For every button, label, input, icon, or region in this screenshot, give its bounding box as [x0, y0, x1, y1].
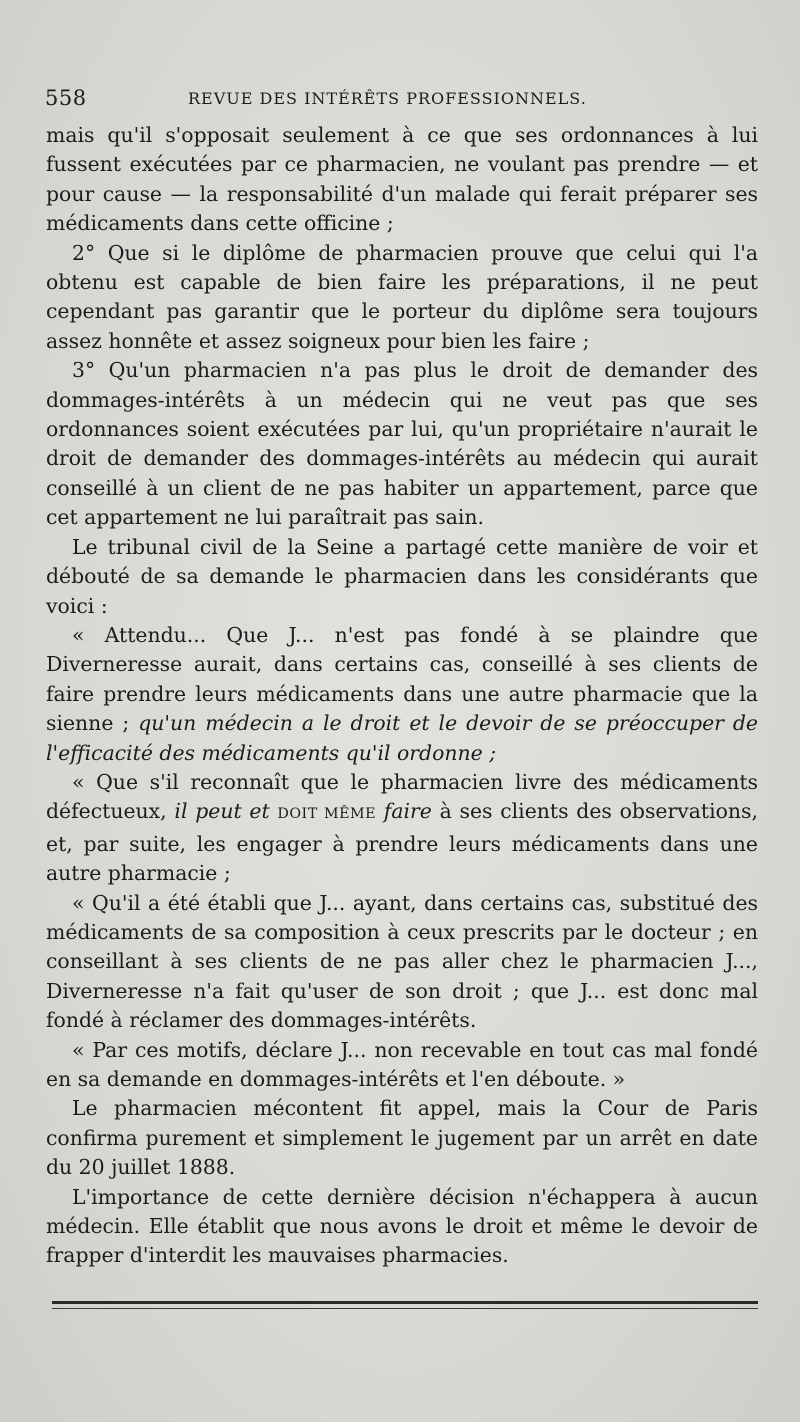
paragraph-tribunal: Le tribunal civil de la Seine a partagé cette manière de voir et débouté de sa demande le pharmacien dans les considérants que voici : [46, 534, 758, 618]
que-s-il-smallcaps: DOIT MÊME [277, 806, 377, 823]
running-title: REVUE DES INTÉRÊTS PROFESSIONNELS. [188, 89, 587, 108]
que-s-il-after: à ses clients des observations, et, par suite, les engager à prendre leurs médicaments dans une autre pharmacie ; [46, 799, 758, 886]
page-header [45, 86, 757, 116]
paragraph-appel: Le pharmacien mécontent fit appel, mais la Cour de Paris confirma purement et simplement le jugement par un arrêt en date du 20 juillet 1888. [46, 1096, 758, 1180]
paragraph-point-3: 3° Qu'un pharmacien n'a pas plus le droit de demander des dommages-intérêts à un médecin qui ne veut pas que ses ordonnances soient exécutées par lui, qu'un propriétaire n'aurait le droit de demander des dommages-intérêts au médecin qui aurait conseillé à un client de ne pas habiter un appartement, parce que cet appartement ne lui paraîtrait pas sain. [46, 358, 758, 530]
attendu-italic: qu'un médecin a le droit et le devoir de se préoccuper de l'efficacité des médicaments qu'il ordonne ; [46, 711, 758, 765]
closing-rule-thick [52, 1301, 758, 1304]
que-s-il-italic-2: faire [383, 799, 432, 824]
attendu-text: « Attendu... Que J... n'est pas fondé à se plaindre que Diverneresse aurait, dans certains cas, conseillé à ses clients de faire prendre leurs médicaments dans une autre pharmacie que la sienne ; [46, 622, 758, 736]
body-text [46, 121, 758, 1271]
que-s-il-text: « Que s'il reconnaît que le pharmacien livre des médicaments défectueux, [46, 769, 758, 824]
paragraph-que-s-il [46, 768, 758, 889]
que-s-il-italic-1: il peut et [174, 799, 270, 824]
paragraph-point-2: 2° Que si le diplôme de pharmacien prouve que celui qui l'a obtenu est capable de bien faire les préparations, il ne peut cependant pas garantir que le porteur du diplôme sera toujours assez honnête et assez soigneux pour bien les faire ; [46, 240, 758, 353]
paragraph-qu-il: « Qu'il a été établi que J... ayant, dans certains cas, substitué des médicaments de sa composition à ceux prescrits par le docteur ; en conseillant à ses clients de ne pas aller chez le pharmacien J..., Diverneresse n'a fait qu'user de son droit ; que J... est donc mal fondé à réclamer des dommages-intérêts. [46, 890, 758, 1033]
closing-rule-thin [52, 1308, 758, 1309]
page-number: 558 [45, 86, 87, 110]
paragraph-continuation: mais qu'il s'opposait seulement à ce que ses ordonnances à lui fussent exécutées par ce pharmacien, ne voulant pas prendre — et pour cause — la responsabilité d'un malade qui ferait préparer ses médicaments dans cette officine ; [46, 123, 758, 236]
paragraph-par-ces-motifs: « Par ces motifs, déclare J... non recevable en tout cas mal fondé en sa demande en dommages-intérêts et l'en déboute. » [46, 1037, 758, 1091]
paragraph-attendu [46, 621, 758, 768]
paragraph-importance: L'importance de cette dernière décision n'échappera à aucun médecin. Elle établit que nous avons le droit et même le devoir de frapper d'interdit les mauvaises pharmacies. [46, 1184, 758, 1268]
